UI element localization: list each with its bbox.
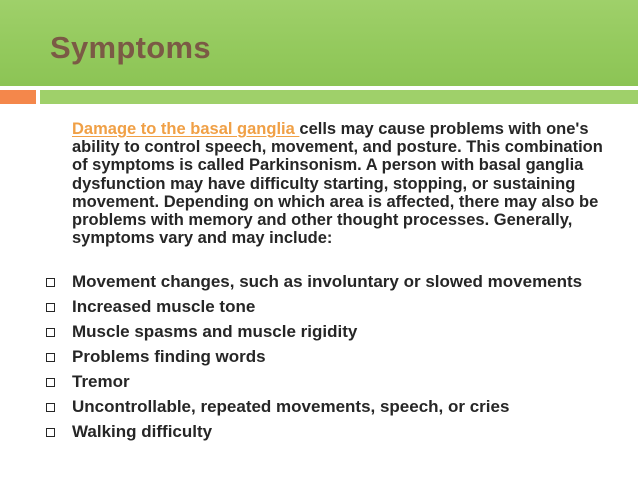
list-item-text: Problems finding words [72,347,266,366]
slide-title: Symptoms [50,30,211,65]
list-item-text: Uncontrollable, repeated movements, speech, or cries [72,397,510,416]
list-item-text: Increased muscle tone [72,297,256,316]
list-item [46,348,606,367]
symptom-list [46,273,606,448]
list-item [46,398,606,417]
basal-ganglia-link[interactable]: Damage to the basal ganglia [72,120,300,138]
square-bullet-icon [46,303,55,312]
list-item [46,298,606,317]
accent-bar-orange [0,90,36,104]
square-bullet-icon [46,353,55,362]
list-item-text: Tremor [72,372,130,391]
square-bullet-icon [46,403,55,412]
accent-bar-green [40,90,638,104]
list-item [46,273,606,292]
square-bullet-icon [46,278,55,287]
list-item [46,423,606,442]
square-bullet-icon [46,428,55,437]
intro-paragraph [72,120,612,247]
square-bullet-icon [46,378,55,387]
list-item-text: Movement changes, such as involuntary or slowed movements [72,272,583,291]
list-item-text: Walking difficulty [72,422,213,441]
intro-body-text: cells may cause problems with one's ability to control speech, movement, and posture. This combination of symptoms is called Parkinsonism. A person with basal ganglia dysfunction may have difficulty starting, stopping, or sustaining movement. Depending on which area is affected, there may also be problems with memory and other thought processes. Generally, symptoms vary and may include: [72,120,603,248]
list-item [46,323,606,342]
square-bullet-icon [46,328,55,337]
list-item [46,373,606,392]
list-item-text: Muscle spasms and muscle rigidity [72,322,358,341]
